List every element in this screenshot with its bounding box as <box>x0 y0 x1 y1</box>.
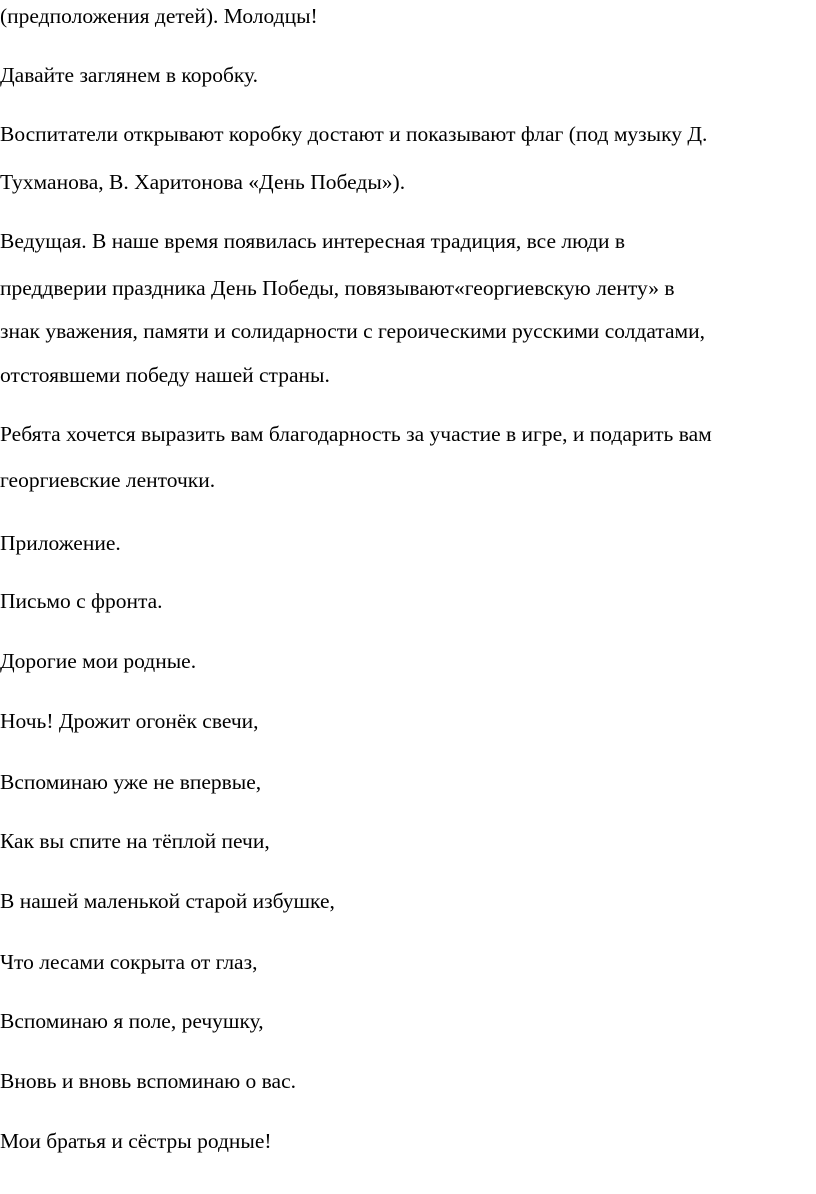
text-line: Вновь и вновь вспоминаю о вас. <box>0 1069 297 1093</box>
text-line: Воспитатели открывают коробку достают и показывают флаг (под музыку Д. <box>0 122 708 146</box>
text-line: Приложение. <box>0 531 121 555</box>
text-line: знак уважения, памяти и солидарности с героическими русскими солдатами, <box>0 319 706 343</box>
text-line: Мои братья и сёстры родные! <box>0 1129 272 1153</box>
text-line: отстоявшеми победу нашей страны. <box>0 363 330 387</box>
text-line: Ночь! Дрожит огонёк свечи, <box>0 709 259 733</box>
text-line: Дорогие мои родные. <box>0 649 197 673</box>
text-line: Тухманова, В. Харитонова «День Победы»). <box>0 170 406 194</box>
text-line: Как вы спите на тёплой печи, <box>0 829 270 853</box>
text-line: Давайте заглянем в коробку. <box>0 63 259 87</box>
text-line: Вспоминаю я поле, речушку, <box>0 1009 264 1033</box>
text-line: В нашей маленькой старой избушке, <box>0 889 335 913</box>
text-line: Вспоминаю уже не впервые, <box>0 770 262 794</box>
text-line: Что лесами сокрыта от глаз, <box>0 950 258 974</box>
text-line: георгиевские ленточки. <box>0 468 216 492</box>
text-line: Письмо с фронта. <box>0 589 163 613</box>
text-line: Ведущая. В наше время появилась интересная традиция, все люди в <box>0 229 626 253</box>
text-line: Ребята хочется выразить вам благодарность за участие в игре, и подарить вам <box>0 422 712 446</box>
text-line: преддверии праздника День Победы, повязывают«георгиевскую ленту» в <box>0 276 675 300</box>
text-line: (предположения детей). Молодцы! <box>0 4 318 28</box>
